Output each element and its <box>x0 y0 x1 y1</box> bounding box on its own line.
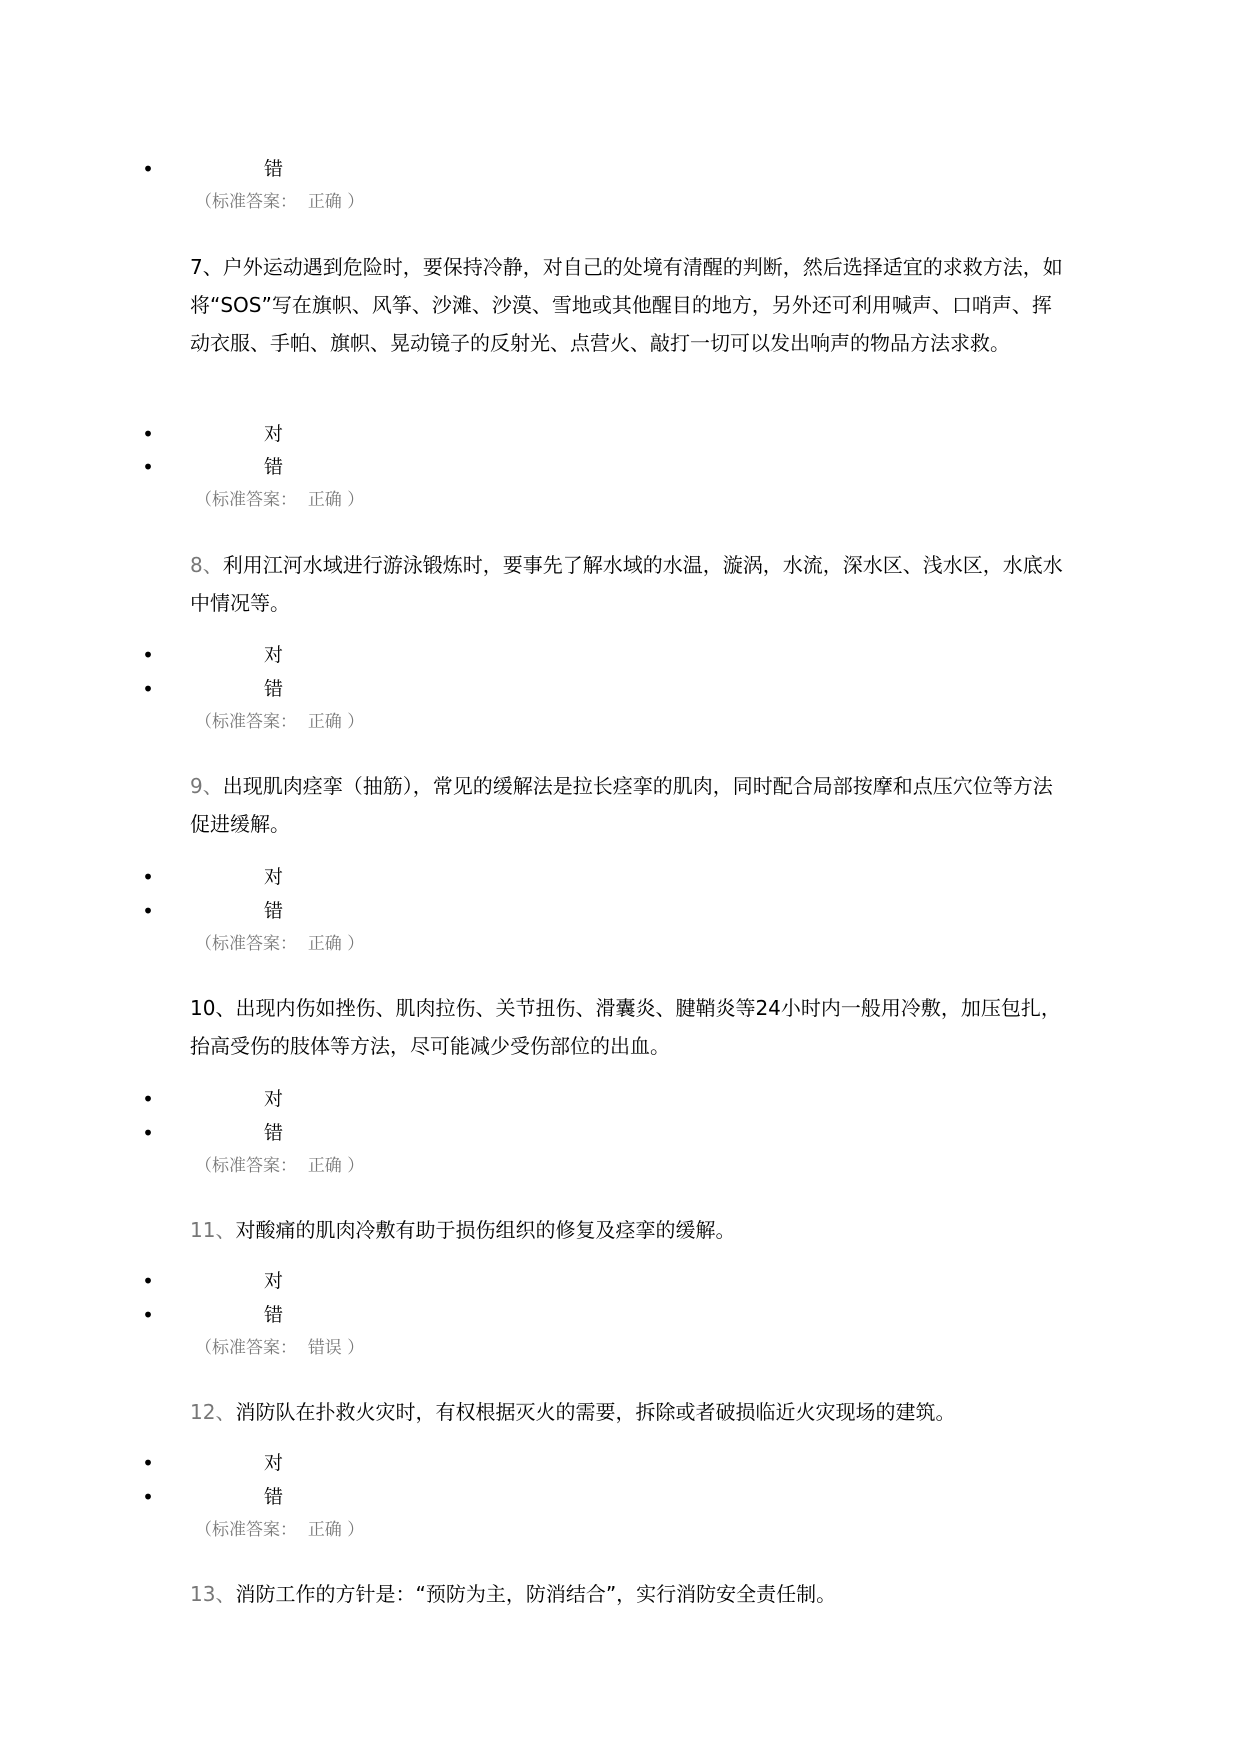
question-text: 户外运动遇到危险时，要保持冷静，对自己的处境有清醒的判断，然后选择适宜的求救方法，如将“SOS”写在旗帜、风筝、沙滩、沙漠、雪地或其他醒目的地方，另外还可利用喊声、口哨声、挥动衣服、手帕、旗帜、晃动镜子的反射光、点营火、敲打一切可以发出响声的物品方法求救。 <box>190 255 1063 355</box>
bullet-icon: • <box>142 899 154 923</box>
bullet-icon: • <box>142 1087 154 1111</box>
question-number: 9、 <box>190 774 223 798</box>
bullet-icon: • <box>142 1451 154 1475</box>
bullet-icon: • <box>142 1269 154 1293</box>
question-number: 10、 <box>190 996 236 1020</box>
bullet-icon: • <box>142 1121 154 1145</box>
question-10 <box>190 989 1070 1065</box>
bullet-icon: • <box>142 1303 154 1327</box>
question-7 <box>190 248 1070 362</box>
question-12 <box>190 1393 1070 1431</box>
question-9 <box>190 767 1070 843</box>
bullet-icon: • <box>142 643 154 667</box>
question-number: 7、 <box>190 255 223 279</box>
question-text: 消防工作的方针是：“预防为主，防消结合”，实行消防安全责任制。 <box>235 1582 837 1606</box>
bullet-icon: • <box>142 422 154 446</box>
standard-answer: （标准答案： 正确 ） <box>195 1156 365 1176</box>
document-page: • 错 （标准答案： 正确 ） 7、户外运动遇到危险时，要保持冷静，对自己的处境有清醒的判断，然后选择适宜的求救方法，如将“SOS”写在旗帜、风筝、沙滩、沙漠、雪地或其他醒目的地方，另外还可利用喊声、口哨声、挥动衣服、手帕、旗帜、晃动镜子的反射光、点营火、敲打一切可以发出响声的物品方法求救。 • 对 • 错 （标准答案： 正确 ） 8、利用江河水域进行游泳锻炼时，要事先了解水域的水温，漩涡，水流，深水区、浅水区，水底水中情况等。 • 对 • 错 （标准答案： 正确 ） 9、出现肌肉痉挛（抽筋），常见的缓解法是拉长痉挛的肌肉，同时配合局部按摩和点压穴位等方法促进缓解。 • 对 • 错 （标准答案： 正确 ） 10、出现内伤如挫伤、肌肉拉伤、关节扭伤、滑囊炎、腱鞘炎等24小时内一般用冷敷，加压包扎，抬高受伤的肢体等方法，尽可能减少受伤部位的出血。 • 对 • 错 （标准答案： 正确 ） 11、对酸痛的肌肉冷敷有助于损伤组织的修复及痉挛的缓解。 • 对 • 错 （标准答案： 错误 ） 12、消防队在扑救火灾时，有权根据灭火的需要，拆除或者破损临近火灾现场的建筑。 • 对 • 错 （标准答案： 正确 ） 13、消防工作的方针是：“预防为主，防消结合”，实行消防安全责任制。 <box>0 0 1241 1754</box>
bullet-icon: • <box>142 157 154 181</box>
standard-answer: （标准答案： 正确 ） <box>195 490 365 510</box>
question-number: 8、 <box>190 553 223 577</box>
question-text: 消防队在扑救火灾时，有权根据灭火的需要，拆除或者破损临近火灾现场的建筑。 <box>235 1400 956 1424</box>
question-number: 13、 <box>190 1582 236 1606</box>
bullet-icon: • <box>142 865 154 889</box>
standard-answer: （标准答案： 正确 ） <box>195 934 365 954</box>
standard-answer: （标准答案： 正确 ） <box>195 712 365 732</box>
question-number: 11、 <box>190 1218 236 1242</box>
question-text: 出现内伤如挫伤、肌肉拉伤、关节扭伤、滑囊炎、腱鞘炎等24小时内一般用冷敷，加压包扎，抬高受伤的肢体等方法，尽可能减少受伤部位的出血。 <box>190 996 1061 1058</box>
question-text: 利用江河水域进行游泳锻炼时，要事先了解水域的水温，漩涡，水流，深水区、浅水区，水底水中情况等。 <box>190 553 1063 615</box>
standard-answer: （标准答案： 正确 ） <box>195 1520 365 1540</box>
question-number: 12、 <box>190 1400 236 1424</box>
question-11 <box>190 1211 1070 1249</box>
standard-answer: （标准答案： 错误 ） <box>195 1338 365 1358</box>
question-8 <box>190 546 1070 622</box>
question-text: 出现肌肉痉挛（抽筋），常见的缓解法是拉长痉挛的肌肉，同时配合局部按摩和点压穴位等方法促进缓解。 <box>190 774 1053 836</box>
bullet-icon: • <box>142 1485 154 1509</box>
question-text: 对酸痛的肌肉冷敷有助于损伤组织的修复及痉挛的缓解。 <box>235 1218 736 1242</box>
standard-answer: （标准答案： 正确 ） <box>195 192 365 212</box>
bullet-icon: • <box>142 455 154 479</box>
question-13 <box>190 1575 1070 1613</box>
bullet-icon: • <box>142 677 154 701</box>
